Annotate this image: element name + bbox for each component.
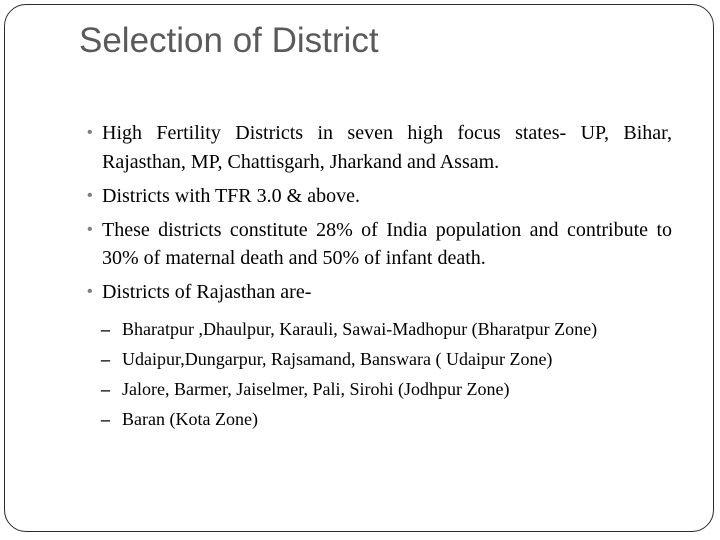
dash-icon: – bbox=[101, 378, 110, 399]
sub-list-item bbox=[101, 376, 672, 403]
bullet-item bbox=[87, 216, 672, 273]
dash-icon: – bbox=[101, 408, 110, 429]
bullet-item bbox=[87, 278, 672, 432]
bullet-item bbox=[87, 182, 672, 211]
bullet-icon: • bbox=[87, 283, 93, 300]
dash-icon: – bbox=[101, 318, 110, 339]
sub-list-item bbox=[101, 346, 672, 373]
bullet-icon: • bbox=[87, 124, 93, 141]
bullet-text: These districts constitute 28% of India population and contribute to 30% of maternal death and 50% of infant death. bbox=[102, 218, 672, 269]
bullet-text: Districts with TFR 3.0 & above. bbox=[102, 184, 360, 207]
sub-item-text: Baran (Kota Zone) bbox=[122, 408, 258, 429]
bullet-text: High Fertility Districts in seven high focus states- UP, Bihar, Rajasthan, MP, Chattisgarh, Jharkand and Assam. bbox=[102, 122, 672, 173]
bullet-icon: • bbox=[87, 186, 93, 204]
sub-item-text: Bharatpur ,Dhaulpur, Karauli, Sawai-Madhopur (Bharatpur Zone) bbox=[122, 318, 598, 339]
rajasthan-zone-list bbox=[102, 316, 672, 433]
bullet-icon: • bbox=[87, 220, 93, 238]
dash-icon: – bbox=[101, 348, 110, 369]
sub-item-text: Udaipur,Dungarpur, Rajsamand, Banswara ( Udaipur Zone) bbox=[122, 348, 553, 369]
slide-body bbox=[87, 119, 672, 438]
sub-item-text: Jalore, Barmer, Jaiselmer, Pali, Sirohi (Jodhpur Zone) bbox=[122, 378, 510, 399]
sub-list-item bbox=[101, 316, 672, 343]
slide-title: Selection of District bbox=[79, 21, 379, 60]
sub-list-item bbox=[101, 406, 672, 433]
bullet-item bbox=[87, 119, 672, 176]
bullet-text: Districts of Rajasthan are- bbox=[102, 281, 312, 303]
